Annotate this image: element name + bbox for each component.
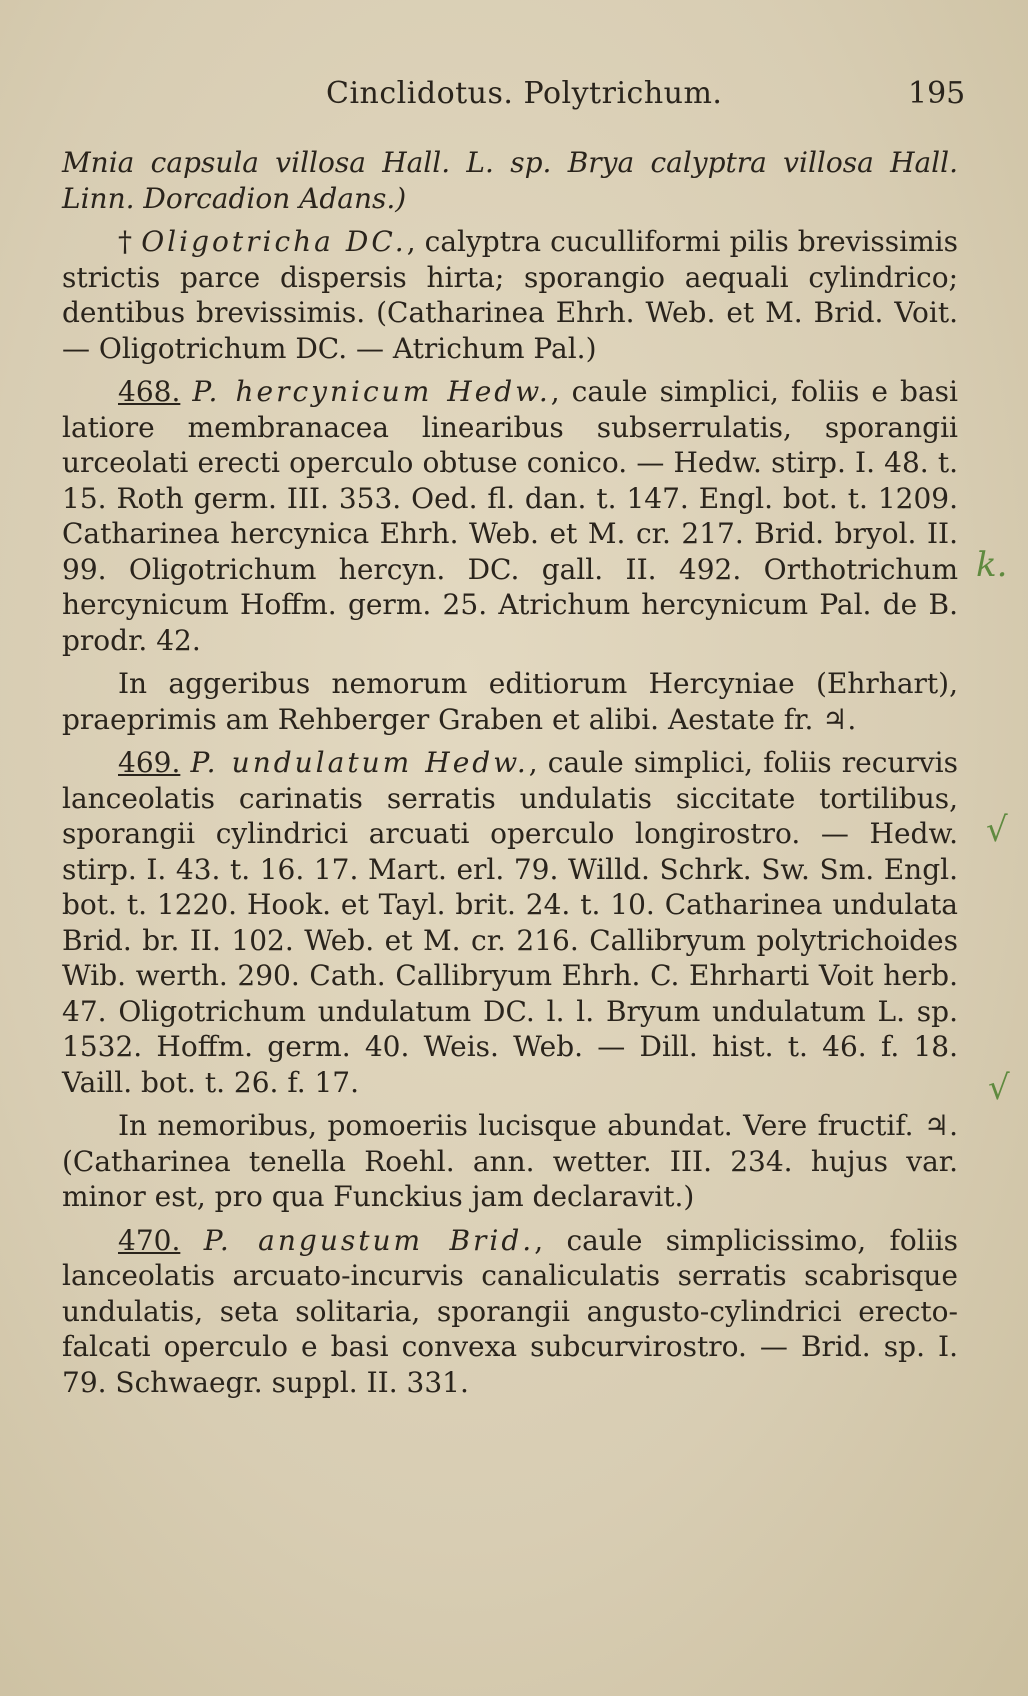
dagger-marker: † (118, 225, 133, 258)
species-entry-469 (62, 745, 958, 1100)
margin-note: √ (988, 1068, 1010, 1108)
page-header (0, 76, 1028, 120)
species-description: , caule simplicissimo, foliis lanceolatis arcuato-incurvis canaliculatis serratis scabrisque undulatis, seta solitaria, sporangii angusto-cylindrici erecto-falcati operculo e basi convexa subcurvirostro. — Brid. sp. I. 79. Schwaegr. suppl. II. 331. (62, 1223, 958, 1399)
subgenus-name: Oligotricha DC. (141, 225, 407, 258)
page-number: 195 (908, 76, 966, 111)
subgenus-oligotricha (62, 224, 958, 366)
species-description: , caule simplici, foliis e basi latiore membranacea linearibus subserrulatis, sporangii urceolati erecti operculo obtuse conico. — Hedw. stirp. I. 48. t. 15. Roth germ. III. 353. Oed. fl. dan. t. 147. Engl. bot. t. 1209. Catharinea hercynica Ehrh. Web. et M. cr. 217. Brid. bryol. II. 99. Oligotrichum hercyn. DC. gall. II. 492. Orthotrichum hercynicum Hoffm. germ. 25. Atrichum hercynicum Pal. de B. prodr. 42. (62, 375, 958, 657)
body-text (62, 145, 958, 1400)
margin-note: √ (986, 810, 1008, 850)
habitat-468: In aggeribus nemorum editiorum Hercyniae (Ehrhart), praeprimis am Rehberger Graben et alibi. Aestate fr. ♃. (62, 667, 958, 736)
synonym-continuation: Mnia capsula villosa Hall. L. sp. Brya calyptra villosa Hall. Linn. Dorcadion Adans.) (62, 146, 958, 215)
species-name: P. undulatum Hedw. (190, 746, 529, 779)
subgenus-diagnosis: , calyptra cuculliformi pilis brevissimis strictis parce dispersis hirta; sporangio aequali cylindrico; dentibus brevissimis. (Catharinea Ehrh. Web. et M. Brid. Voit. — Oligotrichum DC. — Atrichum Pal.) (62, 225, 958, 365)
margin-note: k. (976, 545, 1008, 585)
species-name: P. angustum Brid. (203, 1223, 535, 1257)
species-entry-470 (62, 1223, 958, 1401)
species-description: , caule simplici, foliis recurvis lanceolatis carinatis serratis undulatis siccitate tortilibus, sporangii cylindrici arcuati operculo longirostro. — Hedw. stirp. I. 43. t. 16. 17. Mart. erl. 79. Willd. Schrk. Sw. Sm. Engl. bot. t. 1220. Hook. et Tayl. brit. 24. t. 10. Catharinea undulata Brid. br. II. 102. Web. et M. cr. 216. Callibryum polytrichoides Wib. werth. 290. Cath. Callibryum Ehrh. C. Ehrharti Voit herb. 47. Oligotrichum undulatum DC. l. l. Bryum undulatum L. sp. 1532. Hoffm. germ. 40. Weis. Web. — Dill. hist. t. 46. f. 18. Vaill. bot. t. 26. f. 17. (62, 746, 958, 1099)
species-number: 468. (118, 375, 181, 408)
species-number: 470. (118, 1223, 181, 1257)
running-title: Cinclidotus. Polytrichum. (326, 76, 723, 111)
species-name: P. hercynicum Hedw. (192, 375, 551, 408)
species-entry-468 (62, 374, 958, 658)
species-number: 469. (118, 746, 181, 779)
habitat-469: In nemoribus, pomoeriis lucisque abundat. Vere fructif. ♃. (Catharinea tenella Roehl. ann. wetter. III. 234. hujus var. minor est, pro qua Funckius jam declaravit.) (62, 1109, 958, 1213)
